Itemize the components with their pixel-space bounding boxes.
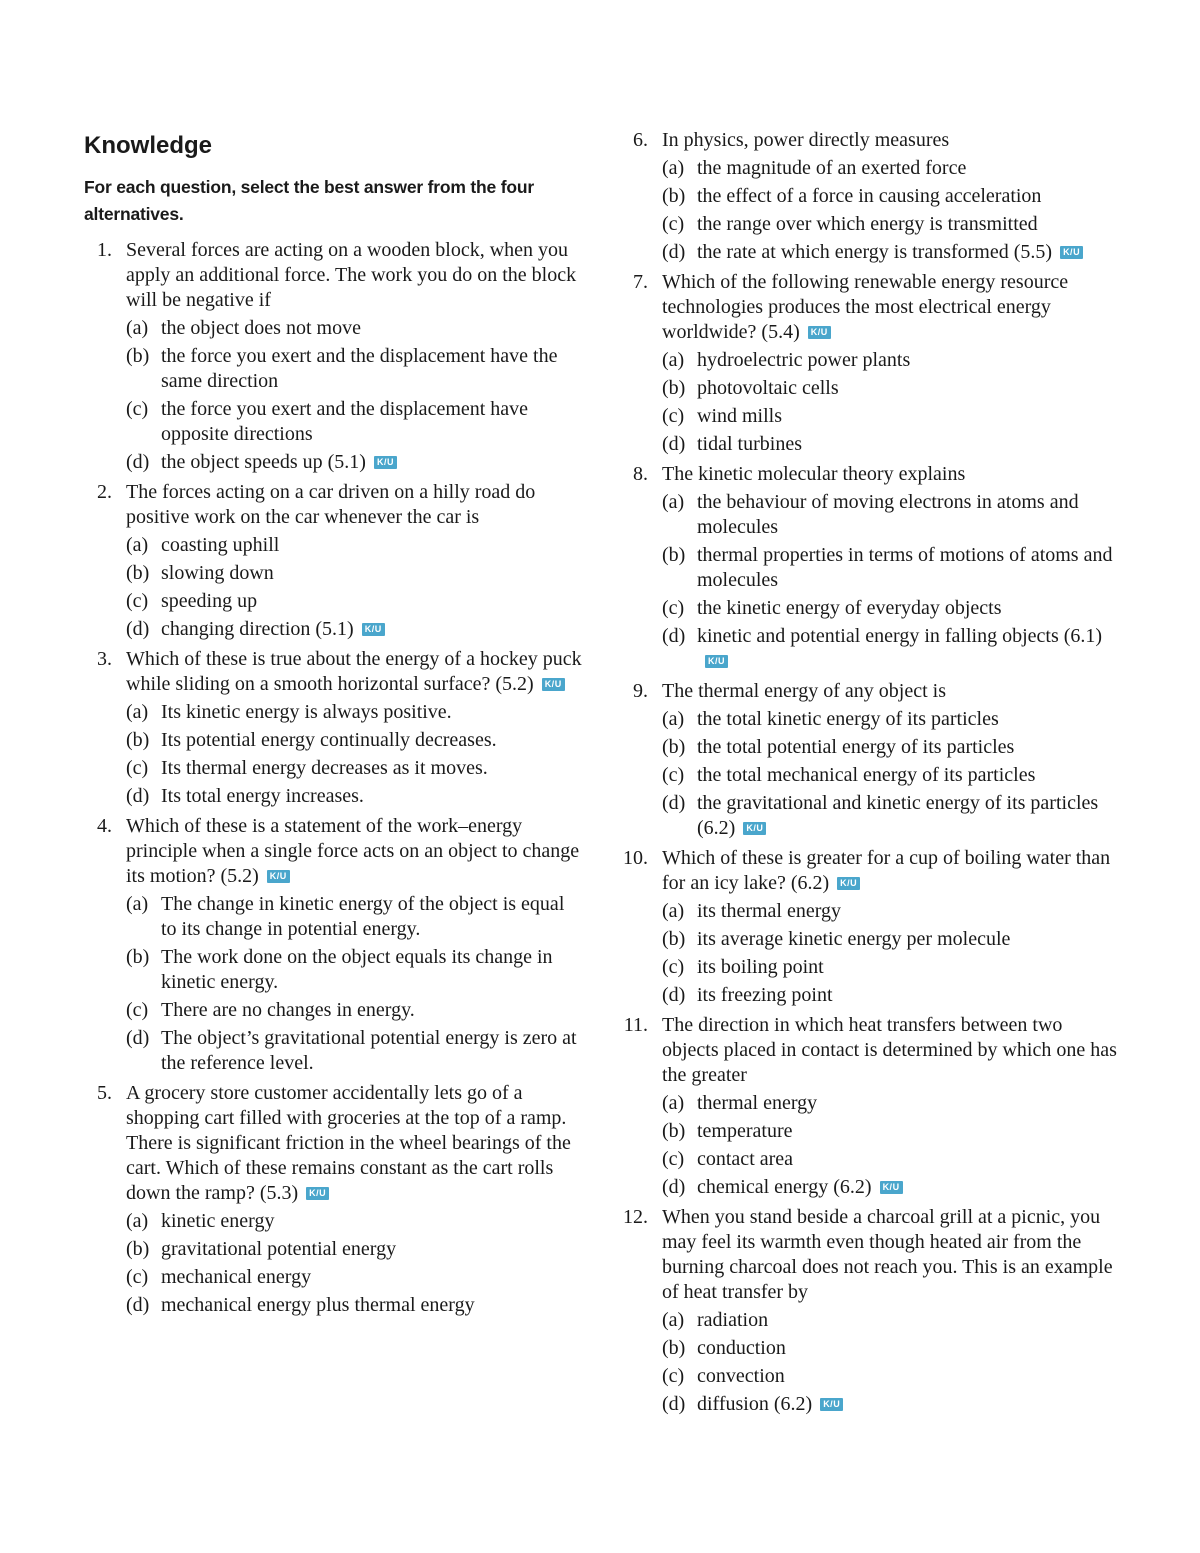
question-stem bbox=[662, 270, 1120, 345]
option-letter: (b) bbox=[126, 1238, 150, 1260]
answer-option bbox=[126, 450, 584, 475]
question-number: 10. bbox=[623, 847, 648, 869]
option-letter: (b) bbox=[662, 928, 686, 950]
question-list-right bbox=[620, 128, 1120, 1417]
option-letter: (d) bbox=[126, 451, 150, 473]
question-text: Which of these is a statement of the work–energy principle when a single force acts on an object to change its motion? (5.2) bbox=[126, 815, 580, 887]
option-text: conduction bbox=[697, 1337, 786, 1359]
answer-option bbox=[126, 1237, 584, 1262]
option-letter: (a) bbox=[662, 708, 685, 730]
option-letter: (a) bbox=[126, 893, 149, 915]
option-letter: (c) bbox=[126, 398, 149, 420]
ku-badge: K/U bbox=[808, 326, 831, 339]
option-text: its thermal energy bbox=[697, 900, 842, 922]
option-letter: (d) bbox=[662, 433, 686, 455]
option-letter: (b) bbox=[126, 345, 150, 367]
section-instructions: For each question, select the best answer from the four alternatives. bbox=[84, 177, 534, 224]
option-text: contact area bbox=[697, 1148, 794, 1170]
option-letter: (d) bbox=[126, 785, 150, 807]
answer-option bbox=[662, 1308, 1120, 1333]
option-letter: (b) bbox=[126, 562, 150, 584]
option-text: The change in kinetic energy of the object is equal to its change in potential energy. bbox=[161, 893, 565, 940]
option-letter: (d) bbox=[126, 1027, 150, 1049]
option-text: changing direction (5.1) bbox=[161, 618, 354, 640]
section-heading: Knowledge bbox=[84, 132, 213, 159]
option-text: coasting uphill bbox=[161, 534, 280, 556]
answer-option bbox=[662, 624, 1120, 674]
option-text: diffusion (6.2) bbox=[697, 1393, 813, 1415]
option-letter: (a) bbox=[662, 349, 685, 371]
option-text: Its total energy increases. bbox=[161, 785, 364, 807]
option-text: convection bbox=[697, 1365, 785, 1387]
answer-option bbox=[126, 1209, 584, 1234]
question-number: 3. bbox=[97, 648, 112, 670]
answer-options bbox=[662, 899, 1120, 1008]
ku-badge: K/U bbox=[362, 623, 385, 636]
question-item bbox=[620, 846, 1120, 1008]
answer-options bbox=[662, 490, 1120, 674]
answer-option bbox=[662, 596, 1120, 621]
option-text: its average kinetic energy per molecule bbox=[697, 928, 1011, 950]
answer-option bbox=[662, 955, 1120, 980]
question-number: 2. bbox=[97, 481, 112, 503]
option-letter: (a) bbox=[662, 900, 685, 922]
answer-option bbox=[126, 344, 584, 394]
answer-options bbox=[662, 1091, 1120, 1200]
answer-option bbox=[662, 212, 1120, 237]
answer-option bbox=[126, 533, 584, 558]
question-text: Which of these is true about the energy of a hockey puck while sliding on a smooth horizontal surface? (5.2) bbox=[126, 648, 582, 695]
option-text: slowing down bbox=[161, 562, 274, 584]
question-item bbox=[620, 128, 1120, 265]
option-letter: (a) bbox=[662, 1309, 685, 1331]
answer-option bbox=[126, 316, 584, 341]
ku-badge: K/U bbox=[267, 870, 290, 883]
option-text: There are no changes in energy. bbox=[161, 999, 415, 1021]
answer-options bbox=[662, 348, 1120, 457]
question-stem bbox=[126, 647, 584, 697]
answer-option bbox=[662, 1119, 1120, 1144]
question-stem bbox=[126, 1081, 584, 1206]
option-text: hydroelectric power plants bbox=[697, 349, 911, 371]
option-letter: (c) bbox=[662, 956, 685, 978]
question-stem bbox=[662, 462, 1120, 487]
question-item bbox=[620, 1013, 1120, 1200]
option-text: the kinetic energy of everyday objects bbox=[697, 597, 1002, 619]
option-text: the rate at which energy is transformed (5.5) bbox=[697, 241, 1053, 263]
option-letter: (d) bbox=[662, 625, 686, 647]
option-text: mechanical energy bbox=[161, 1266, 312, 1288]
option-letter: (c) bbox=[662, 597, 685, 619]
option-letter: (b) bbox=[662, 185, 686, 207]
question-number: 9. bbox=[633, 680, 648, 702]
question-text: A grocery store customer accidentally lets go of a shopping cart filled with groceries at the top of a ramp. There is significant friction in the wheel bearings of the cart. Which of these remains constant as the cart rolls down the ramp? (5.3) bbox=[126, 1082, 571, 1204]
option-letter: (a) bbox=[126, 1210, 149, 1232]
question-item bbox=[84, 238, 584, 475]
option-text: the behaviour of moving electrons in atoms and molecules bbox=[697, 491, 1079, 538]
question-text: The forces acting on a car driven on a hilly road do positive work on the car whenever the car is bbox=[126, 481, 536, 528]
option-text: the object does not move bbox=[161, 317, 361, 339]
answer-option bbox=[126, 892, 584, 942]
option-letter: (a) bbox=[662, 491, 685, 513]
question-stem bbox=[126, 814, 584, 889]
question-stem bbox=[662, 846, 1120, 896]
answer-option bbox=[662, 1364, 1120, 1389]
answer-option bbox=[662, 376, 1120, 401]
answer-option bbox=[662, 348, 1120, 373]
option-text: speeding up bbox=[161, 590, 258, 612]
answer-options bbox=[126, 1209, 584, 1318]
option-text: the gravitational and kinetic energy of its particles (6.2) bbox=[697, 792, 1099, 839]
option-letter: (b) bbox=[126, 729, 150, 751]
option-letter: (c) bbox=[126, 757, 149, 779]
option-text: the total mechanical energy of its particles bbox=[697, 764, 1036, 786]
option-text: the total potential energy of its particles bbox=[697, 736, 1015, 758]
option-letter: (c) bbox=[126, 590, 149, 612]
option-text: the range over which energy is transmitted bbox=[697, 213, 1038, 235]
answer-options bbox=[126, 892, 584, 1076]
answer-option bbox=[126, 728, 584, 753]
ku-badge: K/U bbox=[880, 1181, 903, 1194]
answer-option bbox=[662, 1091, 1120, 1116]
option-letter: (c) bbox=[662, 405, 685, 427]
option-letter: (b) bbox=[662, 1337, 686, 1359]
question-number: 6. bbox=[633, 129, 648, 151]
answer-option bbox=[662, 983, 1120, 1008]
option-text: photovoltaic cells bbox=[697, 377, 839, 399]
question-text: The thermal energy of any object is bbox=[662, 680, 946, 702]
ku-badge: K/U bbox=[705, 655, 728, 668]
question-stem bbox=[662, 1205, 1120, 1305]
option-text: its freezing point bbox=[697, 984, 833, 1006]
question-number: 4. bbox=[97, 815, 112, 837]
question-number: 12. bbox=[623, 1206, 648, 1228]
answer-option bbox=[126, 397, 584, 447]
question-list-left bbox=[84, 238, 584, 1318]
question-stem bbox=[662, 128, 1120, 153]
option-letter: (b) bbox=[662, 377, 686, 399]
option-text: the magnitude of an exerted force bbox=[697, 157, 967, 179]
option-letter: (c) bbox=[126, 1266, 149, 1288]
question-stem bbox=[126, 480, 584, 530]
question-stem bbox=[662, 679, 1120, 704]
answer-option bbox=[662, 1336, 1120, 1361]
answer-option bbox=[662, 1175, 1120, 1200]
question-number: 8. bbox=[633, 463, 648, 485]
option-letter: (d) bbox=[662, 1393, 686, 1415]
answer-option bbox=[662, 156, 1120, 181]
answer-option bbox=[126, 945, 584, 995]
answer-option bbox=[662, 490, 1120, 540]
answer-options bbox=[662, 156, 1120, 265]
question-number: 5. bbox=[97, 1082, 112, 1104]
answer-option bbox=[662, 763, 1120, 788]
option-letter: (b) bbox=[662, 1120, 686, 1142]
option-text: the force you exert and the displacement have the same direction bbox=[161, 345, 558, 392]
answer-option bbox=[126, 1293, 584, 1318]
answer-options bbox=[662, 1308, 1120, 1417]
option-text: kinetic and potential energy in falling objects (6.1) bbox=[697, 625, 1103, 647]
option-letter: (b) bbox=[662, 544, 686, 566]
answer-option bbox=[662, 240, 1120, 265]
option-text: its boiling point bbox=[697, 956, 824, 978]
option-text: thermal properties in terms of motions of atoms and molecules bbox=[697, 544, 1113, 591]
option-letter: (c) bbox=[662, 764, 685, 786]
option-text: the force you exert and the displacement have opposite directions bbox=[161, 398, 529, 445]
option-text: mechanical energy plus thermal energy bbox=[161, 1294, 475, 1316]
option-letter: (d) bbox=[662, 1176, 686, 1198]
option-text: wind mills bbox=[697, 405, 783, 427]
question-text: Several forces are acting on a wooden block, when you apply an additional force. The work you do on the block will be negative if bbox=[126, 239, 577, 311]
option-text: kinetic energy bbox=[161, 1210, 275, 1232]
option-letter: (a) bbox=[662, 1092, 685, 1114]
answer-option bbox=[662, 735, 1120, 760]
answer-option bbox=[662, 1392, 1120, 1417]
ku-badge: K/U bbox=[306, 1187, 329, 1200]
question-text: In physics, power directly measures bbox=[662, 129, 950, 151]
answer-option bbox=[126, 784, 584, 809]
question-text: The direction in which heat transfers between two objects placed in contact is determined by which one has the greater bbox=[662, 1014, 1117, 1086]
option-text: the effect of a force in causing acceleration bbox=[697, 185, 1042, 207]
option-text: the total kinetic energy of its particles bbox=[697, 708, 999, 730]
option-letter: (c) bbox=[126, 999, 149, 1021]
option-text: The work done on the object equals its change in kinetic energy. bbox=[161, 946, 553, 993]
ku-badge: K/U bbox=[374, 456, 397, 469]
answer-option bbox=[662, 707, 1120, 732]
answer-option bbox=[126, 1026, 584, 1076]
question-stem bbox=[126, 238, 584, 313]
question-text: When you stand beside a charcoal grill at a picnic, you may feel its warmth even though heated air from the burning charcoal does not reach you. This is an example of heat transfer by bbox=[662, 1206, 1113, 1303]
option-letter: (b) bbox=[662, 736, 686, 758]
option-text: thermal energy bbox=[697, 1092, 818, 1114]
right-column bbox=[620, 128, 1120, 1422]
question-item bbox=[620, 1205, 1120, 1417]
option-letter: (c) bbox=[662, 1148, 685, 1170]
option-letter: (a) bbox=[126, 317, 149, 339]
question-item bbox=[84, 814, 584, 1076]
answer-option bbox=[126, 700, 584, 725]
option-text: chemical energy (6.2) bbox=[697, 1176, 872, 1198]
question-item bbox=[84, 1081, 584, 1318]
question-number: 7. bbox=[633, 271, 648, 293]
answer-option bbox=[662, 432, 1120, 457]
answer-option bbox=[126, 1265, 584, 1290]
answer-option bbox=[662, 927, 1120, 952]
ku-badge: K/U bbox=[542, 678, 565, 691]
answer-option bbox=[662, 184, 1120, 209]
answer-option bbox=[126, 998, 584, 1023]
option-text: radiation bbox=[697, 1309, 769, 1331]
answer-option bbox=[662, 543, 1120, 593]
option-text: temperature bbox=[697, 1120, 793, 1142]
option-letter: (d) bbox=[662, 984, 686, 1006]
option-letter: (d) bbox=[662, 792, 686, 814]
option-letter: (b) bbox=[126, 946, 150, 968]
answer-options bbox=[126, 533, 584, 642]
option-letter: (a) bbox=[126, 701, 149, 723]
ku-badge: K/U bbox=[837, 877, 860, 890]
question-number: 1. bbox=[97, 239, 112, 261]
answer-option bbox=[662, 791, 1120, 841]
question-text: Which of these is greater for a cup of boiling water than for an icy lake? (6.2) bbox=[662, 847, 1111, 894]
answer-options bbox=[126, 700, 584, 809]
answer-option bbox=[126, 617, 584, 642]
option-letter: (c) bbox=[662, 1365, 685, 1387]
option-text: Its kinetic energy is always positive. bbox=[161, 701, 452, 723]
answer-option bbox=[126, 561, 584, 586]
ku-badge: K/U bbox=[820, 1398, 843, 1411]
option-text: the object speeds up (5.1) bbox=[161, 451, 366, 473]
option-letter: (a) bbox=[662, 157, 685, 179]
answer-options bbox=[662, 707, 1120, 841]
ku-badge: K/U bbox=[743, 822, 766, 835]
question-number: 11. bbox=[623, 1014, 648, 1036]
answer-option bbox=[662, 899, 1120, 924]
option-letter: (a) bbox=[126, 534, 149, 556]
question-text: The kinetic molecular theory explains bbox=[662, 463, 966, 485]
option-text: gravitational potential energy bbox=[161, 1238, 397, 1260]
left-column bbox=[84, 128, 584, 1323]
option-letter: (d) bbox=[126, 618, 150, 640]
question-item bbox=[620, 270, 1120, 457]
question-item bbox=[620, 679, 1120, 841]
answer-option bbox=[662, 1147, 1120, 1172]
answer-option bbox=[662, 404, 1120, 429]
answer-option bbox=[126, 756, 584, 781]
option-letter: (d) bbox=[662, 241, 686, 263]
option-letter: (c) bbox=[662, 213, 685, 235]
answer-option bbox=[126, 589, 584, 614]
question-item bbox=[84, 480, 584, 642]
ku-badge: K/U bbox=[1060, 246, 1083, 259]
question-item bbox=[620, 462, 1120, 674]
option-text: Its potential energy continually decreases. bbox=[161, 729, 497, 751]
question-stem bbox=[662, 1013, 1120, 1088]
question-text: Which of the following renewable energy resource technologies produces the most electrical energy worldwide? (5.4) bbox=[662, 271, 1069, 343]
option-text: Its thermal energy decreases as it moves. bbox=[161, 757, 488, 779]
option-text: The object’s gravitational potential energy is zero at the reference level. bbox=[161, 1027, 577, 1074]
question-item bbox=[84, 647, 584, 809]
option-letter: (d) bbox=[126, 1294, 150, 1316]
option-text: tidal turbines bbox=[697, 433, 802, 455]
answer-options bbox=[126, 316, 584, 475]
